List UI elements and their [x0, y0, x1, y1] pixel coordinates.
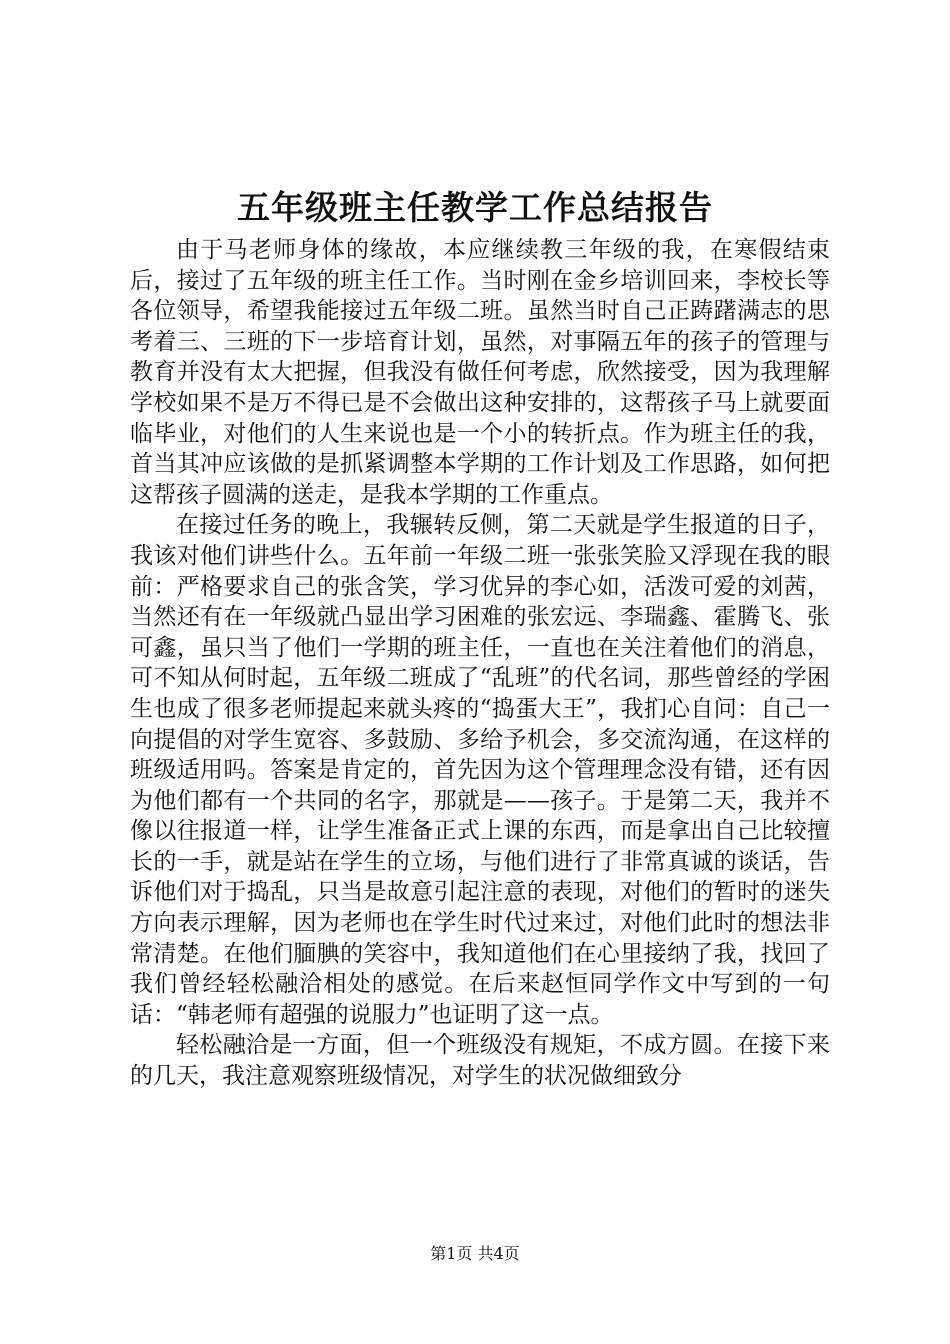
paragraph-2: 在接过任务的晚上，我辗转反侧，第二天就是学生报道的日子，我该对他们讲些什么。五年前一年级二班一张张笑脸又浮现在我的眼前：严格要求自己的张含笑，学习优异的李心如，活泼可爱的刘茜，当然还有在一年级就凸显出学习困难的张宏远、李瑞鑫、霍腾飞、张可鑫，虽只当了他们一学期的班主任，一直也在关注着他们的消息，可不知从何时起，五年级二班成了“乱班”的代名词，那些曾经的学困生也成了很多老师提起来就头疼的“捣蛋大王”，我扪心自问：自己一向提倡的对学生宽容、多鼓励、多给予机会，多交流沟通，在这样的班级适用吗。答案是肯定的，首先因为这个管理理念没有错，还有因为他们都有一个共同的名字，那就是——孩子。于是第二天，我并不像以往报道一样，让学生准备正式上课的东西，而是拿出自己比较擅长的一手，就是站在学生的立场，与他们进行了非常真诚的谈话，告诉他们对于捣乱，只当是故意引起注意的表现，对他们的暂时的迷失方向表示理解，因为老师也在学生时代过来过，对他们此时的想法非常清楚。在他们腼腆的笑容中，我知道他们在心里接纳了我，找回了我们曾经轻松融洽相处的感觉。在后来赵恒同学作文中写到的一句话：“韩老师有超强的说服力”也证明了这一点。: [130, 512, 830, 1028]
paragraph-3: 轻松融洽是一方面，但一个班级没有规矩，不成方圆。在接下来的几天，我注意观察班级情况，对学生的状况做细致分: [130, 1032, 830, 1090]
paragraph-1: 由于马老师身体的缘故，本应继续教三年级的我，在寒假结束后，接过了五年级的班主任工作。当时刚在金乡培训回来，李校长等各位领导，希望我能接过五年级二班。虽然当时自己正踌躇满志的思考着三、三班的下一步培育计划，虽然，对事隔五年的孩子的管理与教育并没有太大把握，但我没有做任何考虑，欣然接受，因为我理解学校如果不是万不得已是不会做出这种安排的，这帮孩子马上就要面临毕业，对他们的人生来说也是一个小的转折点。作为班主任的我，首当其冲应该做的是抓紧调整本学期的工作计划及工作思路，如何把这帮孩子圆满的送走，是我本学期的工作重点。: [130, 237, 830, 508]
document-title: 五年级班主任教学工作总结报告: [237, 188, 713, 227]
page-number-footer: 第1页 共4页: [430, 1244, 520, 1263]
document-body: [130, 235, 830, 1092]
